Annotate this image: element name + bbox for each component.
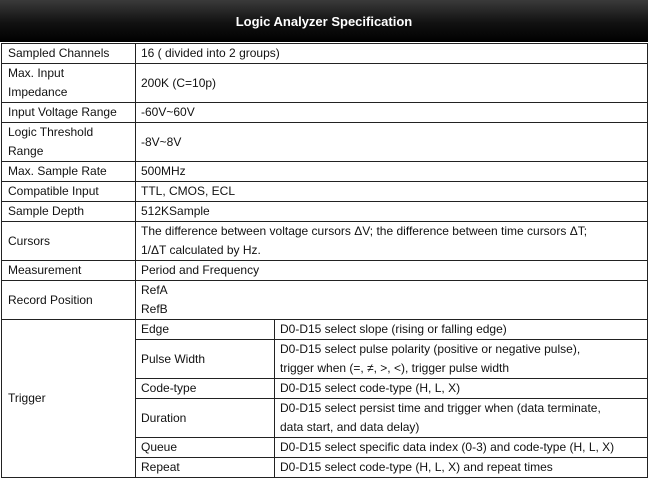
trigger-desc: D0-D15 select code-type (H, L, X) and repeat times bbox=[275, 458, 648, 478]
table-row bbox=[2, 123, 648, 162]
row-value: -60V~60V bbox=[136, 103, 648, 123]
row-value: -8V~8V bbox=[136, 123, 648, 162]
row-value: 200K (C=10p) bbox=[136, 64, 648, 103]
trigger-desc: D0-D15 select slope (rising or falling edge) bbox=[275, 320, 648, 340]
desc-line: D0-D15 select persist time and trigger when (data terminate, bbox=[280, 401, 601, 415]
trigger-type: Edge bbox=[136, 320, 275, 340]
row-label: Max. Sample Rate bbox=[2, 162, 136, 182]
row-value: 500MHz bbox=[136, 162, 648, 182]
table-row bbox=[2, 320, 648, 340]
row-label: Compatible Input bbox=[2, 182, 136, 202]
table-row bbox=[2, 64, 648, 103]
desc-line: trigger when (=, ≠, >, <), trigger pulse width bbox=[280, 361, 510, 375]
trigger-type: Code-type bbox=[136, 379, 275, 399]
row-label: Record Position bbox=[2, 281, 136, 320]
row-value: 16 ( divided into 2 groups) bbox=[136, 44, 648, 64]
desc-line: D0-D15 select pulse polarity (positive or negative pulse), bbox=[280, 342, 581, 356]
table-row bbox=[2, 162, 648, 182]
table-row bbox=[2, 222, 648, 261]
row-label: Measurement bbox=[2, 261, 136, 281]
label-line: Impedance bbox=[8, 85, 68, 99]
trigger-desc: D0-D15 select code-type (H, L, X) bbox=[275, 379, 648, 399]
row-value bbox=[136, 281, 648, 320]
value-line: RefA bbox=[141, 283, 168, 297]
row-label bbox=[2, 123, 136, 162]
table-header bbox=[0, 0, 648, 42]
trigger-desc bbox=[275, 340, 648, 379]
table-row bbox=[2, 281, 648, 320]
table-row bbox=[2, 44, 648, 64]
row-value: 512KSample bbox=[136, 202, 648, 222]
trigger-desc: D0-D15 select specific data index (0-3) and code-type (H, L, X) bbox=[275, 438, 648, 458]
trigger-label: Trigger bbox=[2, 320, 136, 478]
label-line: Max. Input bbox=[8, 66, 65, 80]
desc-line: data start, and data delay) bbox=[280, 420, 420, 434]
trigger-type: Repeat bbox=[136, 458, 275, 478]
spec-title: Logic Analyzer Specification bbox=[235, 13, 413, 29]
label-line: Range bbox=[8, 144, 44, 158]
table-row bbox=[2, 202, 648, 222]
value-line: The difference between voltage cursors ΔV; the difference between time cursors ΔT; bbox=[141, 224, 588, 238]
row-label: Sampled Channels bbox=[2, 44, 136, 64]
table-row bbox=[2, 103, 648, 123]
spec-table bbox=[1, 43, 648, 478]
row-label: Input Voltage Range bbox=[2, 103, 136, 123]
value-line: RefB bbox=[141, 302, 168, 316]
value-line: 1/ΔT calculated by Hz. bbox=[141, 243, 261, 257]
row-label: Sample Depth bbox=[2, 202, 136, 222]
trigger-type: Queue bbox=[136, 438, 275, 458]
row-value bbox=[136, 222, 648, 261]
trigger-type: Duration bbox=[136, 399, 275, 438]
label-line: Logic Threshold bbox=[8, 125, 94, 139]
row-label bbox=[2, 64, 136, 103]
trigger-desc bbox=[275, 399, 648, 438]
row-value: TTL, CMOS, ECL bbox=[136, 182, 648, 202]
trigger-type: Pulse Width bbox=[136, 340, 275, 379]
row-label: Cursors bbox=[2, 222, 136, 261]
table-row bbox=[2, 182, 648, 202]
row-value: Period and Frequency bbox=[136, 261, 648, 281]
table-row bbox=[2, 261, 648, 281]
